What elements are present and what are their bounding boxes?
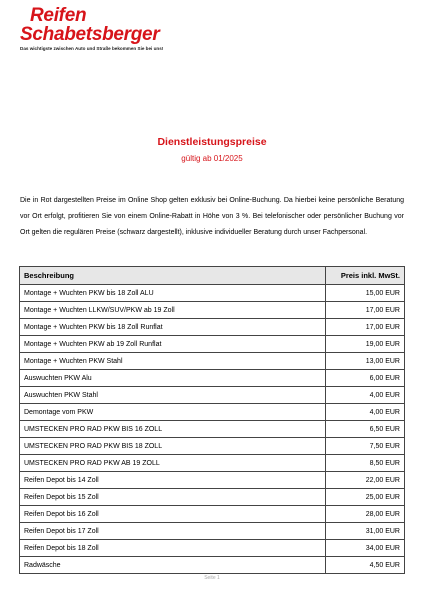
service-price: 22,00 EUR	[326, 472, 405, 489]
service-description: Reifen Depot bis 17 Zoll	[20, 523, 326, 540]
service-price: 4,50 EUR	[326, 557, 405, 574]
service-description: Reifen Depot bis 18 Zoll	[20, 540, 326, 557]
intro-paragraph: Die in Rot dargestellten Preise im Online Shop gelten exklusiv bei Online-Buchung. Da hierbei keine persönliche Beratung vor Ort erfolgt, profitieren Sie von einem Online-Rabatt in Höhe von 3 %. Bei telefonischer oder persönlicher Buchung vor Ort gelten die regulären Preise (schwarz dargestellt), inklusive individueller Beratung durch unser Fachpersonal.	[20, 197, 404, 236]
service-price: 31,00 EUR	[326, 523, 405, 540]
service-price: 34,00 EUR	[326, 540, 405, 557]
table-row	[20, 319, 405, 336]
service-description: Montage + Wuchten LLKW/SUV/PKW ab 19 Zoll	[20, 302, 326, 319]
table-row	[20, 557, 405, 574]
column-header-description: Beschreibung	[20, 267, 326, 285]
price-table-body	[20, 285, 405, 574]
table-row	[20, 336, 405, 353]
service-description: UMSTECKEN PRO RAD PKW AB 19 ZOLL	[20, 455, 326, 472]
company-logo	[20, 6, 163, 51]
validity-subtitle: gültig ab 01/2025	[181, 154, 243, 163]
table-row	[20, 387, 405, 404]
price-table	[19, 266, 405, 574]
service-description: Montage + Wuchten PKW Stahl	[20, 353, 326, 370]
service-price: 13,00 EUR	[326, 353, 405, 370]
service-price: 6,50 EUR	[326, 421, 405, 438]
service-description: Reifen Depot bis 16 Zoll	[20, 506, 326, 523]
service-description: Auswuchten PKW Alu	[20, 370, 326, 387]
table-row	[20, 506, 405, 523]
service-price: 8,50 EUR	[326, 455, 405, 472]
table-row	[20, 540, 405, 557]
table-row	[20, 302, 405, 319]
table-row	[20, 438, 405, 455]
table-row	[20, 285, 405, 302]
service-description: Auswuchten PKW Stahl	[20, 387, 326, 404]
service-description: UMSTECKEN PRO RAD PKW BIS 18 ZOLL	[20, 438, 326, 455]
service-description: Montage + Wuchten PKW bis 18 Zoll ALU	[20, 285, 326, 302]
table-row	[20, 472, 405, 489]
table-row	[20, 370, 405, 387]
service-description: Montage + Wuchten PKW bis 18 Zoll Runflat	[20, 319, 326, 336]
service-price: 17,00 EUR	[326, 302, 405, 319]
table-row	[20, 353, 405, 370]
service-description: Reifen Depot bis 15 Zoll	[20, 489, 326, 506]
service-price: 19,00 EUR	[326, 336, 405, 353]
service-description: Demontage vom PKW	[20, 404, 326, 421]
service-price: 25,00 EUR	[326, 489, 405, 506]
service-price: 4,00 EUR	[326, 404, 405, 421]
service-price: 4,00 EUR	[326, 387, 405, 404]
logo-text-line1: Reifen	[30, 5, 87, 26]
table-row	[20, 523, 405, 540]
table-row	[20, 421, 405, 438]
page-title: Dienstleistungspreise	[157, 136, 267, 148]
service-price: 28,00 EUR	[326, 506, 405, 523]
service-price: 15,00 EUR	[326, 285, 405, 302]
service-description: Reifen Depot bis 14 Zoll	[20, 472, 326, 489]
table-header-row	[20, 267, 405, 285]
logo-text-line2: Schabetsberger	[20, 24, 160, 45]
service-description: Montage + Wuchten PKW ab 19 Zoll Runflat	[20, 336, 326, 353]
column-header-price: Preis inkl. MwSt.	[326, 267, 405, 285]
service-price: 6,00 EUR	[326, 370, 405, 387]
service-description: Radwäsche	[20, 557, 326, 574]
service-description: UMSTECKEN PRO RAD PKW BIS 16 ZOLL	[20, 421, 326, 438]
table-row	[20, 489, 405, 506]
service-price: 7,50 EUR	[326, 438, 405, 455]
page-number: Seite 1	[204, 575, 220, 581]
logo-tagline: Das wichtigste zwischen Auto und Straße bekommen Sie bei uns!	[20, 46, 164, 51]
table-row	[20, 455, 405, 472]
table-row	[20, 404, 405, 421]
service-price: 17,00 EUR	[326, 319, 405, 336]
